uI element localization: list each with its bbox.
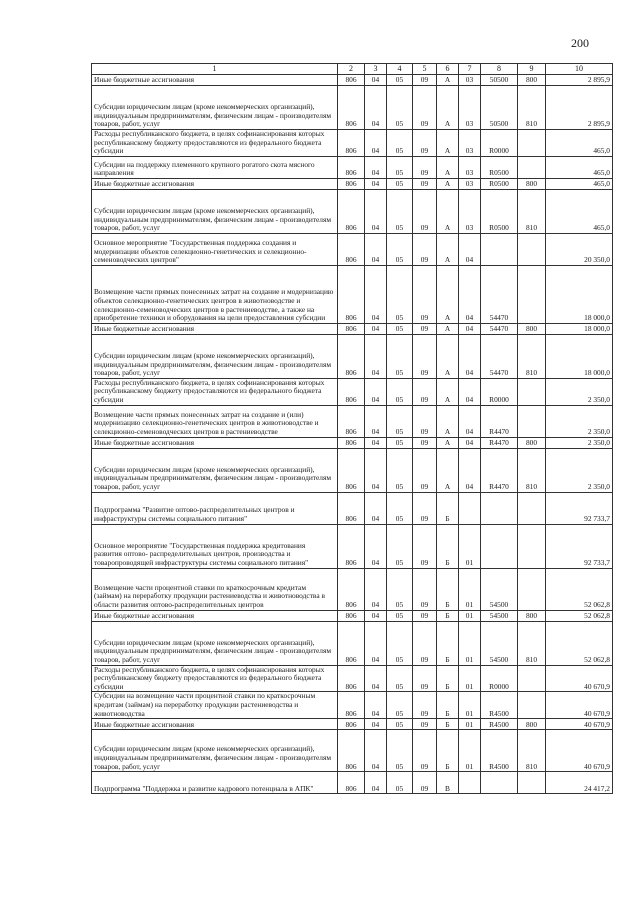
code-cell: 09 (413, 130, 437, 157)
table-row (92, 178, 613, 189)
code-cell: 09 (413, 492, 437, 524)
code-cell: 04 (459, 233, 481, 265)
code-cell: А (437, 130, 459, 157)
code-cell: 01 (459, 665, 481, 692)
code-cell (459, 772, 481, 794)
row-name-cell: Возмещение части процентной ставки по краткосрочным кредитам (займам) на переработку продукции растениеводства и животноводства в области развития оптово-распределительных центров (92, 568, 338, 610)
column-header: 9 (518, 64, 546, 75)
code-cell: 05 (387, 448, 413, 492)
code-cell: 03 (459, 75, 481, 86)
code-cell: 810 (518, 189, 546, 233)
code-cell: Б (437, 568, 459, 610)
row-name-cell: Субсидии юридическим лицам (кроме некоммерческих организаций), индивидуальным предпринимателям, физическим лицам - производителям товаров, работ, услуг (92, 86, 338, 130)
code-cell: 03 (459, 86, 481, 130)
code-cell: 05 (387, 178, 413, 189)
code-cell: 806 (338, 610, 365, 621)
code-cell: А (437, 75, 459, 86)
row-name-cell: Субсидии юридическим лицам (кроме некоммерческих организаций), индивидуальным предпринимателям, физическим лицам - производителям товаров, работ, услуг (92, 189, 338, 233)
code-cell: 09 (413, 86, 437, 130)
code-cell: R0500 (481, 178, 518, 189)
code-cell: 04 (365, 233, 387, 265)
code-cell: 05 (387, 233, 413, 265)
table-row (92, 665, 613, 692)
code-cell: Б (437, 719, 459, 730)
row-name-cell: Субсидии юридическим лицам (кроме некоммерческих организаций), индивидуальным предпринимателям, физическим лицам - производителям товаров, работ, услуг (92, 621, 338, 665)
code-cell: 806 (338, 334, 365, 378)
row-name-cell: Подпрограмма "Развитие оптово-распределительных центров и инфраструктуры системы социального питания" (92, 492, 338, 524)
code-cell: 806 (338, 233, 365, 265)
column-header: 4 (387, 64, 413, 75)
row-name-cell: Иные бюджетные ассигнования (92, 719, 338, 730)
code-cell: 01 (459, 621, 481, 665)
code-cell: 04 (365, 86, 387, 130)
code-cell: 806 (338, 568, 365, 610)
amount-cell: 52 062,8 (546, 621, 613, 665)
code-cell: 04 (365, 378, 387, 405)
row-name-cell: Иные бюджетные ассигнования (92, 437, 338, 448)
code-cell: В (437, 772, 459, 794)
code-cell: 806 (338, 75, 365, 86)
table-row (92, 437, 613, 448)
row-name-cell: Подпрограмма "Поддержка и развитие кадрового потенциала в АПК" (92, 772, 338, 794)
code-cell: 01 (459, 692, 481, 719)
code-cell (459, 492, 481, 524)
code-cell: 806 (338, 156, 365, 178)
amount-cell: 20 350,0 (546, 233, 613, 265)
code-cell: 09 (413, 323, 437, 334)
code-cell: 806 (338, 323, 365, 334)
table-row (92, 692, 613, 719)
code-cell: 04 (365, 156, 387, 178)
code-cell: А (437, 334, 459, 378)
code-cell: 04 (365, 772, 387, 794)
code-cell (518, 492, 546, 524)
amount-cell: 40 670,9 (546, 719, 613, 730)
amount-cell: 2 350,0 (546, 405, 613, 437)
code-cell: 05 (387, 492, 413, 524)
code-cell: 806 (338, 492, 365, 524)
code-cell: 04 (365, 75, 387, 86)
code-cell: 800 (518, 610, 546, 621)
table-row (92, 130, 613, 157)
code-cell: 09 (413, 692, 437, 719)
code-cell: 05 (387, 665, 413, 692)
code-cell: 05 (387, 568, 413, 610)
code-cell (481, 233, 518, 265)
amount-cell: 465,0 (546, 156, 613, 178)
table-row (92, 730, 613, 772)
column-header: 8 (481, 64, 518, 75)
code-cell: 03 (459, 189, 481, 233)
code-cell (481, 524, 518, 568)
code-cell (518, 692, 546, 719)
code-cell: 05 (387, 323, 413, 334)
code-cell: 09 (413, 405, 437, 437)
code-cell: А (437, 437, 459, 448)
code-cell: 806 (338, 730, 365, 772)
code-cell: 05 (387, 156, 413, 178)
code-cell: 800 (518, 178, 546, 189)
amount-cell: 18 000,0 (546, 265, 613, 323)
row-name-cell: Иные бюджетные ассигнования (92, 610, 338, 621)
code-cell: 806 (338, 265, 365, 323)
code-cell: 810 (518, 730, 546, 772)
code-cell: 04 (459, 448, 481, 492)
code-cell: R4470 (481, 405, 518, 437)
code-cell: 54470 (481, 334, 518, 378)
code-cell: 05 (387, 719, 413, 730)
code-cell: А (437, 265, 459, 323)
code-cell: 05 (387, 189, 413, 233)
code-cell: 03 (459, 178, 481, 189)
row-name-cell: Иные бюджетные ассигнования (92, 178, 338, 189)
amount-cell: 465,0 (546, 178, 613, 189)
code-cell: 806 (338, 692, 365, 719)
table-row (92, 492, 613, 524)
code-cell: 09 (413, 265, 437, 323)
code-cell: 810 (518, 334, 546, 378)
code-cell: 05 (387, 610, 413, 621)
amount-cell: 52 062,8 (546, 610, 613, 621)
amount-cell: 2 350,0 (546, 448, 613, 492)
code-cell: 806 (338, 448, 365, 492)
code-cell: 01 (459, 730, 481, 772)
code-cell: R0500 (481, 189, 518, 233)
code-cell: 806 (338, 130, 365, 157)
amount-cell: 92 733,7 (546, 492, 613, 524)
row-name-cell: Расходы республиканского бюджета, в целях софинансирования которых республиканскому бюджету предоставляются из федерального бюджета субсидии (92, 665, 338, 692)
code-cell: 09 (413, 233, 437, 265)
column-header: 6 (437, 64, 459, 75)
code-cell: 01 (459, 568, 481, 610)
code-cell: 09 (413, 730, 437, 772)
row-name-cell: Иные бюджетные ассигнования (92, 323, 338, 334)
code-cell: А (437, 378, 459, 405)
code-cell (518, 233, 546, 265)
code-cell: 05 (387, 524, 413, 568)
row-name-cell: Возмещение части прямых понесенных затрат на создание и (или) модернизацию селекционно-генетических центров в животноводстве и селекционно-семеноводческих центров в растениеводстве (92, 405, 338, 437)
code-cell (518, 772, 546, 794)
row-name-cell: Иные бюджетные ассигнования (92, 75, 338, 86)
row-name-cell: Основное мероприятие "Государственная поддержка кредитования развития оптово- распределительных центров, производства и товаропроводящей инфраструктуры системы социального питания" (92, 524, 338, 568)
column-header: 5 (413, 64, 437, 75)
code-cell: 04 (365, 178, 387, 189)
table-row (92, 334, 613, 378)
code-cell: 806 (338, 405, 365, 437)
code-cell: 04 (459, 334, 481, 378)
code-cell: 09 (413, 448, 437, 492)
table-row (92, 86, 613, 130)
row-name-cell: Субсидии юридическим лицам (кроме некоммерческих организаций), индивидуальным предпринимателям, физическим лицам - производителям товаров, работ, услуг (92, 334, 338, 378)
code-cell: 01 (459, 524, 481, 568)
row-name-cell: Субсидии на поддержку племенного крупного рогатого скота мясного направления (92, 156, 338, 178)
code-cell (518, 378, 546, 405)
code-cell: 04 (365, 323, 387, 334)
code-cell: 810 (518, 86, 546, 130)
amount-cell: 92 733,7 (546, 524, 613, 568)
code-cell: 806 (338, 772, 365, 794)
row-name-cell: Субсидии на возмещение части процентной ставки по краткосрочным кредитам (займам) на переработку продукции растениеводства и животноводства (92, 692, 338, 719)
code-cell: 04 (365, 568, 387, 610)
code-cell: А (437, 156, 459, 178)
table-row (92, 772, 613, 794)
code-cell: А (437, 405, 459, 437)
code-cell: 04 (365, 692, 387, 719)
code-cell: 03 (459, 156, 481, 178)
code-cell: 800 (518, 75, 546, 86)
column-header: 7 (459, 64, 481, 75)
amount-cell: 52 062,8 (546, 568, 613, 610)
code-cell: R0000 (481, 130, 518, 157)
amount-cell: 18 000,0 (546, 334, 613, 378)
code-cell: 09 (413, 378, 437, 405)
code-cell: R0500 (481, 156, 518, 178)
code-cell (518, 265, 546, 323)
budget-table (91, 63, 613, 794)
code-cell: 09 (413, 568, 437, 610)
table-row (92, 621, 613, 665)
code-cell: 04 (459, 405, 481, 437)
code-cell: 05 (387, 130, 413, 157)
code-cell: 54470 (481, 265, 518, 323)
amount-cell: 40 670,9 (546, 692, 613, 719)
code-cell: R4470 (481, 437, 518, 448)
code-cell: 05 (387, 75, 413, 86)
table-row (92, 323, 613, 334)
row-name-cell: Расходы республиканского бюджета, в целях софинансирования которых республиканскому бюджету предоставляются из федерального бюджета субсидии (92, 130, 338, 157)
code-cell: 800 (518, 437, 546, 448)
code-cell: Б (437, 692, 459, 719)
code-cell: 800 (518, 719, 546, 730)
code-cell: 810 (518, 448, 546, 492)
code-cell: 05 (387, 86, 413, 130)
code-cell: 05 (387, 378, 413, 405)
column-header: 10 (546, 64, 613, 75)
code-cell: 09 (413, 610, 437, 621)
code-cell: 806 (338, 437, 365, 448)
code-cell: 04 (459, 323, 481, 334)
code-cell (518, 405, 546, 437)
table-row (92, 405, 613, 437)
table-row (92, 524, 613, 568)
code-cell: А (437, 86, 459, 130)
code-cell: 05 (387, 334, 413, 378)
code-cell: Б (437, 665, 459, 692)
code-cell: 01 (459, 719, 481, 730)
code-cell: 05 (387, 621, 413, 665)
code-cell: 04 (459, 265, 481, 323)
code-cell: 09 (413, 178, 437, 189)
code-cell: R4500 (481, 719, 518, 730)
table-row (92, 75, 613, 86)
table-row (92, 448, 613, 492)
page-number: 200 (571, 36, 589, 50)
code-cell: 806 (338, 621, 365, 665)
code-cell (518, 568, 546, 610)
code-cell: R4470 (481, 448, 518, 492)
code-cell: 50500 (481, 86, 518, 130)
amount-cell: 465,0 (546, 130, 613, 157)
code-cell (518, 156, 546, 178)
code-cell: 04 (365, 524, 387, 568)
code-cell: 04 (365, 405, 387, 437)
code-cell: 09 (413, 772, 437, 794)
column-header: 1 (92, 64, 338, 75)
code-cell: R0000 (481, 665, 518, 692)
amount-cell: 465,0 (546, 189, 613, 233)
code-cell: 09 (413, 75, 437, 86)
table-row (92, 265, 613, 323)
code-cell: 09 (413, 524, 437, 568)
row-name-cell: Субсидии юридическим лицам (кроме некоммерческих организаций), индивидуальным предпринимателям, физическим лицам - производителям товаров, работ, услуг (92, 448, 338, 492)
code-cell: 54500 (481, 610, 518, 621)
code-cell: 54500 (481, 568, 518, 610)
code-cell: А (437, 448, 459, 492)
code-cell: 806 (338, 665, 365, 692)
code-cell: 09 (413, 437, 437, 448)
code-cell: 04 (365, 730, 387, 772)
code-cell: 04 (365, 719, 387, 730)
header-row (92, 64, 613, 75)
code-cell: А (437, 233, 459, 265)
code-cell: 04 (365, 621, 387, 665)
amount-cell: 40 670,9 (546, 665, 613, 692)
code-cell: 806 (338, 178, 365, 189)
table-row (92, 189, 613, 233)
code-cell: 806 (338, 719, 365, 730)
code-cell (518, 524, 546, 568)
amount-cell: 40 670,9 (546, 730, 613, 772)
code-cell: 05 (387, 730, 413, 772)
code-cell: 05 (387, 265, 413, 323)
code-cell: 04 (365, 130, 387, 157)
code-cell: 54500 (481, 621, 518, 665)
column-header: 2 (338, 64, 365, 75)
amount-cell: 2 895,9 (546, 86, 613, 130)
code-cell: 806 (338, 524, 365, 568)
code-cell: 806 (338, 378, 365, 405)
table-row (92, 719, 613, 730)
code-cell: 09 (413, 719, 437, 730)
code-cell (481, 772, 518, 794)
code-cell: 04 (365, 437, 387, 448)
code-cell: 04 (365, 448, 387, 492)
code-cell: 50500 (481, 75, 518, 86)
code-cell (518, 665, 546, 692)
amount-cell: 2 350,0 (546, 437, 613, 448)
code-cell: R0000 (481, 378, 518, 405)
code-cell (481, 492, 518, 524)
code-cell: 806 (338, 189, 365, 233)
code-cell: 04 (365, 665, 387, 692)
code-cell: А (437, 178, 459, 189)
code-cell: А (437, 323, 459, 334)
code-cell: 05 (387, 405, 413, 437)
code-cell: Б (437, 524, 459, 568)
code-cell: 05 (387, 772, 413, 794)
code-cell: 03 (459, 130, 481, 157)
amount-cell: 2 895,9 (546, 75, 613, 86)
table-row (92, 233, 613, 265)
code-cell: Б (437, 730, 459, 772)
table-row (92, 610, 613, 621)
code-cell: 01 (459, 610, 481, 621)
code-cell: 810 (518, 621, 546, 665)
table-row (92, 156, 613, 178)
code-cell (518, 130, 546, 157)
code-cell: Б (437, 610, 459, 621)
code-cell: 09 (413, 665, 437, 692)
code-cell: Б (437, 621, 459, 665)
code-cell: 04 (459, 378, 481, 405)
row-name-cell: Основное мероприятие "Государственная поддержка создания и модернизации объектов селекционно-генетических и селекционно-семеноводческих центров" (92, 233, 338, 265)
row-name-cell: Возмещение части прямых понесенных затрат на создание и модернизацию объектов селекционно-генетических центров в животноводстве и селекционно-семеноводческих центров в растениеводстве, а также на приобретение техники и оборудования на цели предоставления субсидии (92, 265, 338, 323)
table-row (92, 568, 613, 610)
column-header: 3 (365, 64, 387, 75)
amount-cell: 18 000,0 (546, 323, 613, 334)
code-cell: 09 (413, 621, 437, 665)
code-cell: 09 (413, 334, 437, 378)
code-cell: 05 (387, 692, 413, 719)
code-cell: 05 (387, 437, 413, 448)
code-cell: 04 (365, 492, 387, 524)
code-cell: А (437, 189, 459, 233)
code-cell: 04 (365, 334, 387, 378)
amount-cell: 2 350,0 (546, 378, 613, 405)
row-name-cell: Субсидии юридическим лицам (кроме некоммерческих организаций), индивидуальным предпринимателям, физическим лицам - производителям товаров, работ, услуг (92, 730, 338, 772)
amount-cell: 24 417,2 (546, 772, 613, 794)
code-cell: Б (437, 492, 459, 524)
code-cell: R4500 (481, 730, 518, 772)
code-cell: 806 (338, 86, 365, 130)
code-cell: 04 (365, 189, 387, 233)
code-cell: 09 (413, 156, 437, 178)
code-cell: 04 (459, 437, 481, 448)
code-cell: 800 (518, 323, 546, 334)
code-cell: 09 (413, 189, 437, 233)
code-cell: 04 (365, 265, 387, 323)
table-row (92, 378, 613, 405)
code-cell: 54470 (481, 323, 518, 334)
code-cell: R4500 (481, 692, 518, 719)
code-cell: 04 (365, 610, 387, 621)
row-name-cell: Расходы республиканского бюджета, в целях софинансирования которых республиканскому бюджету предоставляются из федерального бюджета субсидии (92, 378, 338, 405)
